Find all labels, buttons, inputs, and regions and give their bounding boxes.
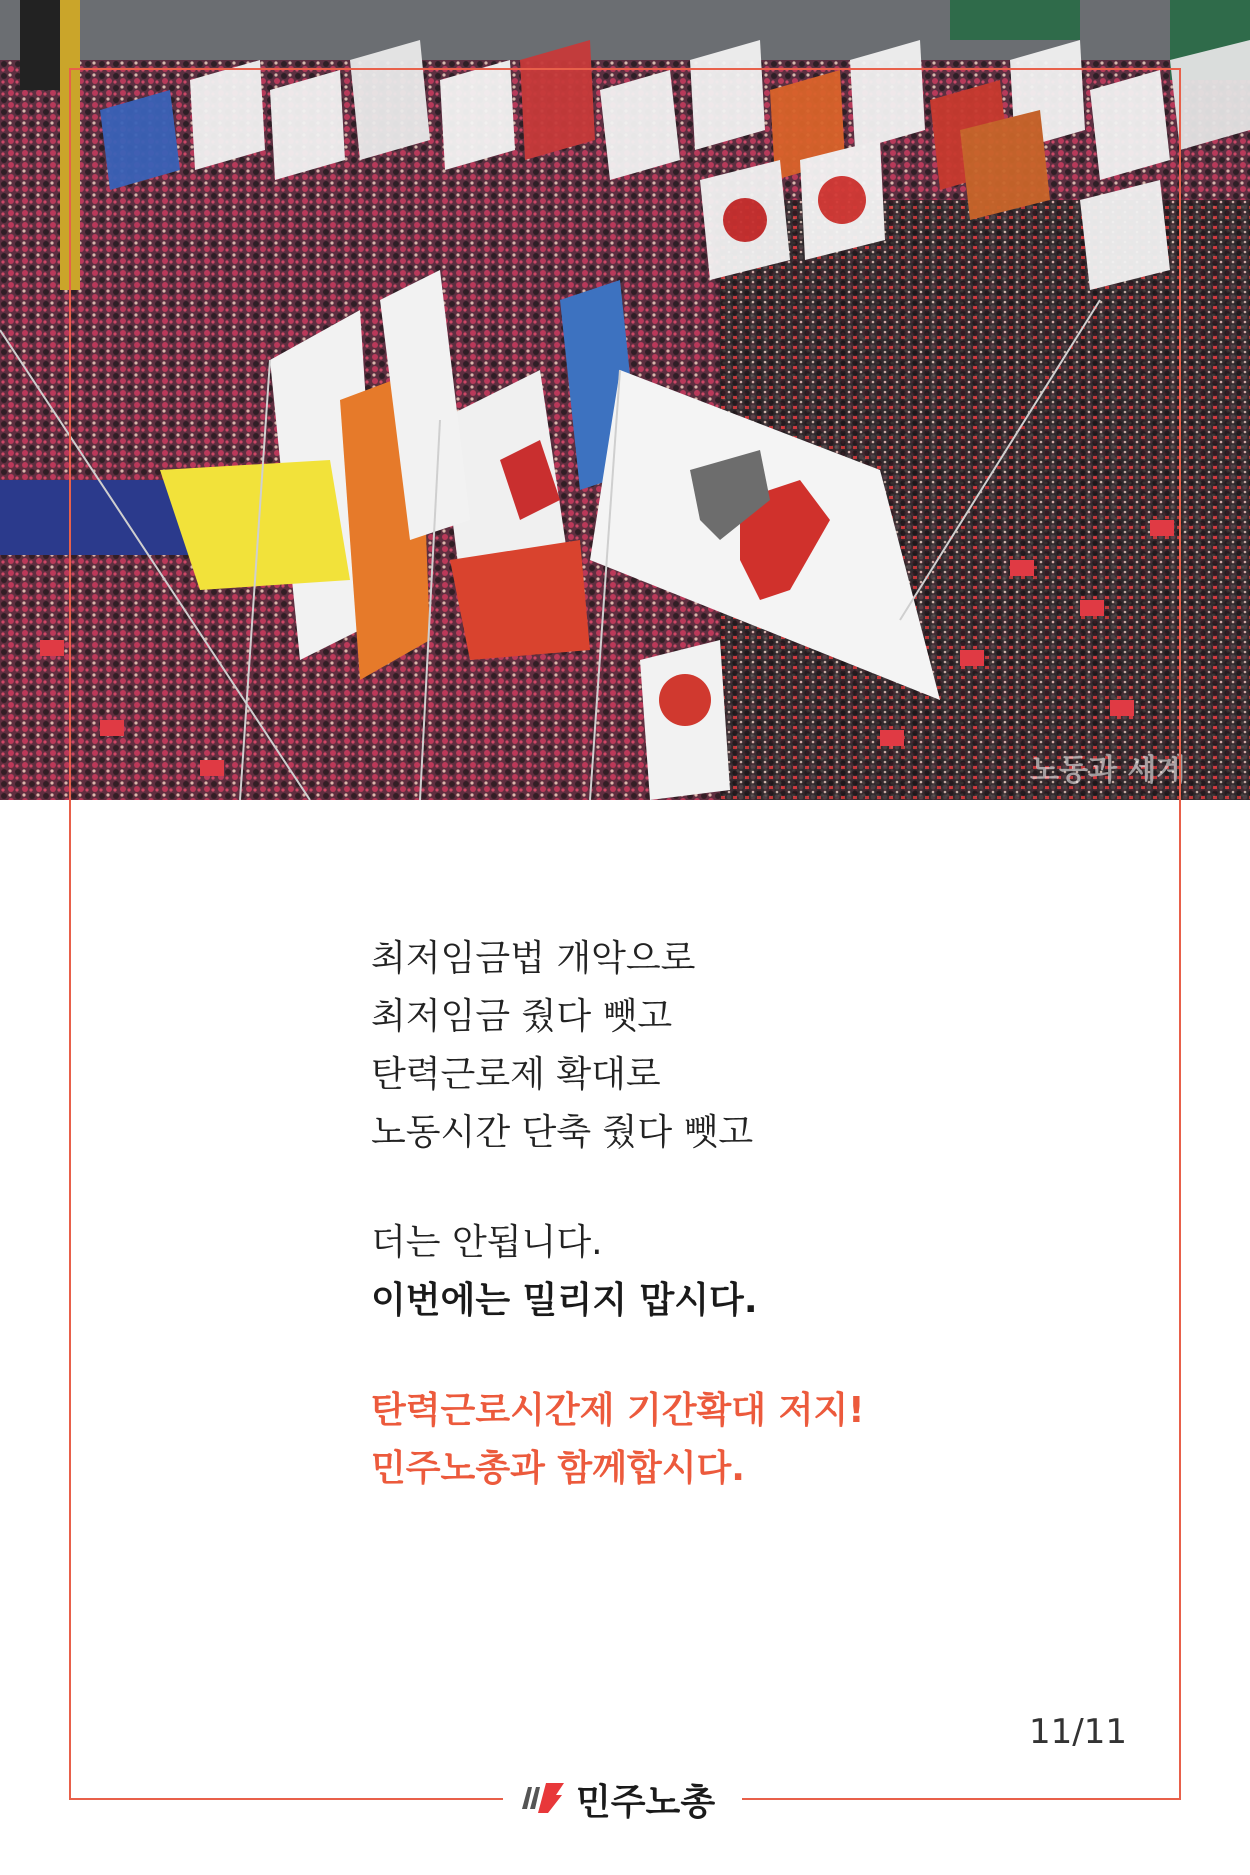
page-indicator: 11/11 [1029, 1712, 1127, 1752]
message-line-3: 탄력근로제 확대로 [371, 1054, 661, 1095]
slogan-line-1: 탄력근로시간제 기간확대 저지! [371, 1390, 865, 1431]
message-line-2: 최저임금 줬다 뺏고 [371, 996, 673, 1037]
protest-photo [0, 0, 1250, 800]
slogan-line-2: 민주노총과 함께합시다. [371, 1448, 745, 1489]
message-line-4: 노동시간 단축 줬다 뺏고 [371, 1112, 754, 1153]
message-line-6-bold: 이번에는 밀리지 맙시다. [371, 1280, 758, 1321]
message-block [371, 930, 1071, 1498]
footer-logo [520, 1772, 715, 1826]
logo-text: 민주노총 [576, 1781, 716, 1823]
frame-bottom-right-line [742, 1798, 1181, 1800]
kctu-logo-icon [520, 1779, 566, 1819]
message-line-5: 더는 안됩니다. [371, 1222, 603, 1263]
photo-watermark: 노동과 세계 [1030, 753, 1186, 788]
message-line-1: 최저임금법 개악으로 [371, 938, 696, 979]
frame-bottom-left-line [69, 1798, 503, 1800]
